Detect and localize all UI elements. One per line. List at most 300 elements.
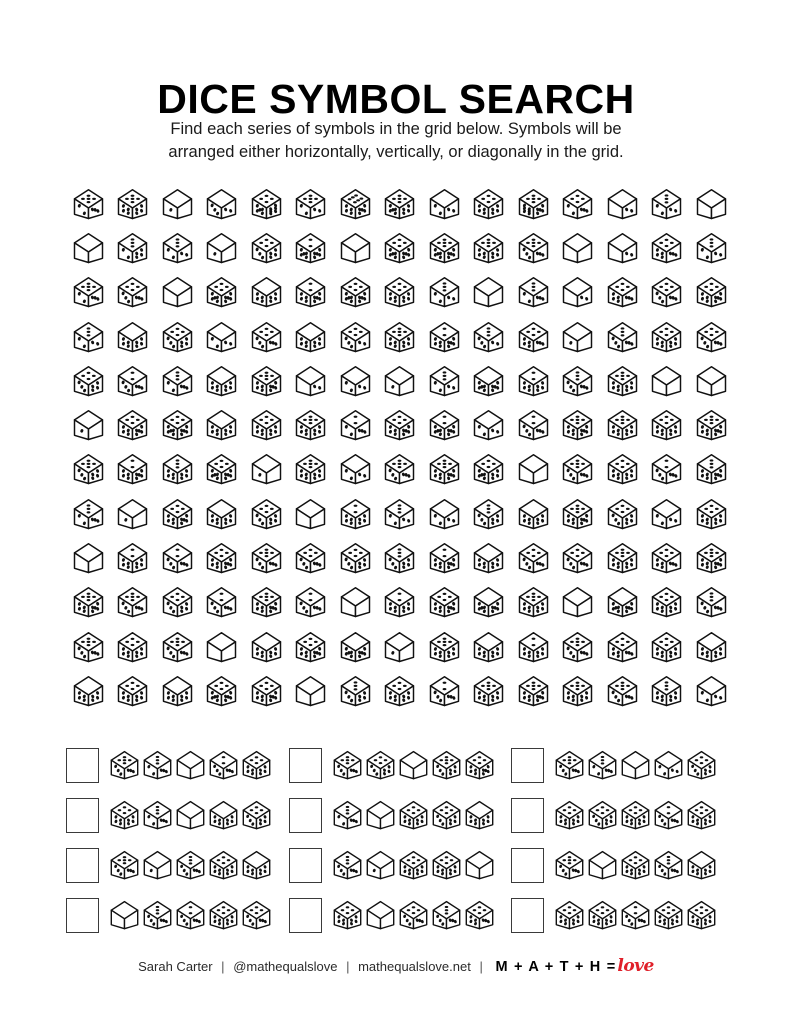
die-top-pip [175,375,179,377]
grid-die-cell[interactable] [333,536,378,580]
grid-die-cell[interactable] [200,271,245,315]
die-top-pip [125,596,129,598]
grid-die-cell[interactable] [289,536,334,580]
grid-die-cell[interactable] [111,492,156,536]
grid-die-cell[interactable] [645,182,690,226]
die-top-pip [309,643,313,645]
grid-die-cell[interactable] [378,315,423,359]
grid-die-cell[interactable] [200,359,245,403]
grid-die-cell[interactable] [333,226,378,270]
grid-die-cell[interactable] [422,182,467,226]
die-top-pip [131,549,135,551]
die-top-pip [86,637,90,639]
clue-dice-sequence [108,848,273,883]
grid-die-cell[interactable] [556,403,601,447]
die-top-pip [81,463,85,465]
grid-die-cell[interactable] [422,226,467,270]
grid-die-cell[interactable] [200,403,245,447]
clue-checkbox[interactable] [289,848,322,883]
grid-die-cell[interactable] [378,492,423,536]
die-top-pip [175,327,179,329]
die-top-pip [136,685,140,687]
footer-website[interactable]: mathequalslove.net [358,959,471,974]
grid-die-cell[interactable] [556,492,601,536]
die-top-pip [309,637,313,639]
grid-die-cell[interactable] [600,315,645,359]
grid-die-cell[interactable] [289,182,334,226]
die-top-pip [442,463,446,465]
die-top-pip [660,242,664,244]
grid-die-cell[interactable] [556,448,601,492]
clue-checkbox[interactable] [289,748,322,783]
grid-die-cell[interactable] [511,315,556,359]
grid-die-cell[interactable] [422,536,467,580]
grid-die-cell[interactable] [333,359,378,403]
die-top-pip [309,245,313,247]
die-top-pip [705,809,709,811]
grid-die-cell[interactable] [467,226,512,270]
die-top-pip [665,333,669,335]
grid-die-cell[interactable] [66,182,111,226]
grid-die-cell[interactable] [66,403,111,447]
grid-die-cell[interactable] [422,359,467,403]
die-top-pip [667,862,671,864]
grid-die-cell[interactable] [289,625,334,669]
die-top-pip [492,197,496,199]
grid-die-cell[interactable] [244,226,289,270]
grid-die-cell[interactable] [600,182,645,226]
clue-checkbox[interactable] [66,848,99,883]
die-top-pip [398,552,402,554]
grid-die-cell[interactable] [556,359,601,403]
grid-die-cell[interactable] [600,581,645,625]
grid-die-cell[interactable] [378,581,423,625]
clue-die [463,748,496,783]
die-top-pip [92,596,96,598]
clue-checkbox[interactable] [66,748,99,783]
die-top-pip [570,419,574,421]
grid-die-cell[interactable] [244,581,289,625]
die-top-pip [398,289,402,291]
grid-die-cell[interactable] [689,448,734,492]
grid-die-cell[interactable] [556,625,601,669]
grid-die-cell[interactable] [645,226,690,270]
grid-die-cell[interactable] [66,226,111,270]
die-top-pip [131,283,135,285]
grid-die-cell[interactable] [689,536,734,580]
clue-checkbox[interactable] [511,898,544,933]
grid-die-cell[interactable] [111,625,156,669]
die-top-pip [570,463,574,465]
grid-die-cell[interactable] [556,315,601,359]
die-top-pip [353,289,357,291]
grid-die-cell[interactable] [289,271,334,315]
grid-die-cell[interactable] [244,448,289,492]
die-top-pip [537,330,541,332]
die-top-pip [442,466,446,468]
grid-die-cell[interactable] [378,182,423,226]
grid-die-cell[interactable] [155,669,200,713]
grid-die-cell[interactable] [689,271,734,315]
grid-die-cell[interactable] [378,536,423,580]
die-top-pip [620,643,624,645]
grid-die-cell[interactable] [289,359,334,403]
die-top-pip [444,909,448,911]
grid-die-cell[interactable] [289,403,334,447]
grid-die-cell[interactable] [645,315,690,359]
grid-die-cell[interactable] [155,271,200,315]
grid-die-cell[interactable] [111,669,156,713]
grid-die-cell[interactable] [422,403,467,447]
grid-die-cell[interactable] [155,581,200,625]
grid-die-cell[interactable] [467,536,512,580]
die-top-pip [345,855,349,857]
die-top-pip [314,640,318,642]
grid-die-cell[interactable] [200,669,245,713]
grid-die-cell[interactable] [645,359,690,403]
die-top-pip [576,681,580,683]
grid-die-cell[interactable] [289,315,334,359]
clue-die [174,848,207,883]
die-top-pip [351,759,355,761]
grid-die-cell[interactable] [244,492,289,536]
grid-die-cell[interactable] [111,581,156,625]
die-top-pip [568,862,572,864]
clue-row [511,790,734,840]
grid-die-cell[interactable] [689,403,734,447]
die-top-pip [264,688,268,690]
clue-checkbox[interactable] [511,848,544,883]
grid-die-cell[interactable] [289,226,334,270]
grid-die-cell[interactable] [66,492,111,536]
grid-die-cell[interactable] [111,226,156,270]
grid-die-cell[interactable] [200,581,245,625]
grid-die-cell[interactable] [333,271,378,315]
die-top-pip [398,194,402,196]
die-top-pip [620,511,624,513]
grid-die-cell[interactable] [155,403,200,447]
grid-die-cell[interactable] [689,226,734,270]
die-top-pip [181,640,185,642]
die-top-pip [709,511,713,513]
grid-die-cell[interactable] [689,625,734,669]
grid-die-cell[interactable] [511,669,556,713]
grid-die-cell[interactable] [111,536,156,580]
grid-die-cell[interactable] [556,226,601,270]
die-top-pip [259,330,263,332]
grid-die-cell[interactable] [244,536,289,580]
die-top-pip [620,334,624,336]
die-top-pip [704,330,708,332]
grid-die-cell[interactable] [600,669,645,713]
clue-die [619,848,652,883]
grid-die-cell[interactable] [645,403,690,447]
die-top-pip [715,330,719,332]
grid-die-cell[interactable] [422,625,467,669]
grid-die-cell[interactable] [244,359,289,403]
grid-die-cell[interactable] [689,182,734,226]
grid-die-cell[interactable] [244,403,289,447]
grid-die-cell[interactable] [289,492,334,536]
grid-die-cell[interactable] [422,669,467,713]
grid-die-cell[interactable] [600,403,645,447]
clue-checkbox[interactable] [289,798,322,833]
grid-die-cell[interactable] [66,625,111,669]
grid-die-cell[interactable] [111,403,156,447]
die-top-pip [487,327,491,329]
grid-die-cell[interactable] [378,226,423,270]
grid-die-cell[interactable] [689,581,734,625]
die-top-pip [131,596,135,598]
grid-die-cell[interactable] [333,581,378,625]
die-top-pip [620,681,624,683]
die-top-pip [398,416,402,418]
grid-die-cell[interactable] [645,536,690,580]
clue-checkbox[interactable] [289,898,322,933]
die-top-pip [398,682,402,684]
grid-die-cell[interactable] [511,448,556,492]
grid-die-cell[interactable] [155,625,200,669]
die-top-pip [531,637,535,639]
grid-die-cell[interactable] [556,182,601,226]
grid-die-cell[interactable] [378,271,423,315]
grid-die-cell[interactable] [378,359,423,403]
grid-die-cell[interactable] [645,271,690,315]
grid-die-cell[interactable] [333,625,378,669]
grid-die-cell[interactable] [467,359,512,403]
grid-die-cell[interactable] [467,315,512,359]
grid-die-cell[interactable] [333,315,378,359]
die-top-pip [537,197,541,199]
grid-die-cell[interactable] [645,669,690,713]
die-top-pip [581,685,585,687]
grid-die-cell[interactable] [422,271,467,315]
grid-die-cell[interactable] [333,448,378,492]
grid-die-cell[interactable] [467,448,512,492]
grid-die-cell[interactable] [155,536,200,580]
grid-die-cell[interactable] [289,581,334,625]
clue-checkbox[interactable] [511,798,544,833]
grid-die-cell[interactable] [511,359,556,403]
die-top-pip [86,504,90,506]
clue-checkbox[interactable] [66,798,99,833]
grid-die-cell[interactable] [645,625,690,669]
die-top-pip [86,640,90,642]
grid-die-cell[interactable] [200,492,245,536]
grid-die-cell[interactable] [333,492,378,536]
clue-die [240,898,273,933]
grid-die-cell[interactable] [600,448,645,492]
grid-die-cell[interactable] [467,625,512,669]
clue-row [289,790,512,840]
grid-die-cell[interactable] [422,448,467,492]
grid-die-cell[interactable] [556,271,601,315]
grid-die-cell[interactable] [155,492,200,536]
grid-die-cell[interactable] [556,536,601,580]
grid-die-cell[interactable] [645,492,690,536]
grid-die-cell[interactable] [467,403,512,447]
die-top-pip [255,762,259,764]
die-top-pip [314,419,318,421]
clue-die [141,798,174,833]
grid-die-cell[interactable] [200,625,245,669]
die-top-pip [92,286,96,288]
grid-die-cell[interactable] [645,448,690,492]
die-top-pip [660,552,664,554]
die-top-pip [403,286,407,288]
die-top-pip [250,909,254,911]
grid-die-cell[interactable] [244,625,289,669]
die-top-pip [220,682,224,684]
grid-die-cell[interactable] [689,492,734,536]
grid-die-cell[interactable] [378,403,423,447]
grid-die-cell[interactable] [689,359,734,403]
die-top-pip [715,552,719,554]
grid-die-cell[interactable] [66,581,111,625]
die-top-pip [576,463,580,465]
grid-die-cell[interactable] [467,669,512,713]
clue-die [364,898,397,933]
clue-checkbox[interactable] [66,898,99,933]
clue-checkbox[interactable] [511,748,544,783]
grid-die-cell[interactable] [111,448,156,492]
die-top-pip [264,593,268,595]
die-top-pip [264,555,268,557]
grid-die-cell[interactable] [600,625,645,669]
grid-die-cell[interactable] [467,492,512,536]
die-top-pip [444,756,448,758]
die-top-pip [581,197,585,199]
grid-die-cell[interactable] [66,271,111,315]
grid-die-cell[interactable] [111,359,156,403]
grid-die-cell[interactable] [289,669,334,713]
grid-die-cell[interactable] [111,182,156,226]
grid-die-cell[interactable] [556,669,601,713]
die-top-pip [86,596,90,598]
die-top-pip [398,460,402,462]
clue-row [289,840,512,890]
grid-die-cell[interactable] [600,492,645,536]
clue-row [66,790,289,840]
grid-die-cell[interactable] [645,581,690,625]
grid-die-cell[interactable] [467,271,512,315]
grid-die-cell[interactable] [333,403,378,447]
die-top-pip [570,685,574,687]
die-top-pip [123,762,127,764]
grid-die-cell[interactable] [155,226,200,270]
grid-die-cell[interactable] [511,581,556,625]
grid-die-cell[interactable] [111,271,156,315]
grid-die-cell[interactable] [244,271,289,315]
grid-die-cell[interactable] [289,448,334,492]
grid-die-cell[interactable] [600,359,645,403]
die-top-pip [398,504,402,506]
grid-die-cell[interactable] [511,226,556,270]
die-top-pip [709,238,713,240]
grid-die-cell[interactable] [467,581,512,625]
grid-die-cell[interactable] [689,669,734,713]
grid-die-cell[interactable] [378,625,423,669]
grid-die-cell[interactable] [333,182,378,226]
grid-die-cell[interactable] [200,182,245,226]
die-top-pip [270,375,274,377]
grid-die-cell[interactable] [422,315,467,359]
grid-die-cell[interactable] [200,448,245,492]
grid-die-cell[interactable] [511,492,556,536]
grid-die-cell[interactable] [200,315,245,359]
grid-die-cell[interactable] [66,359,111,403]
die-top-pip [350,909,354,911]
grid-die-cell[interactable] [378,669,423,713]
grid-die-cell[interactable] [333,669,378,713]
die-top-pip [709,327,713,329]
grid-die-cell[interactable] [600,536,645,580]
grid-die-cell[interactable] [66,448,111,492]
grid-die-cell[interactable] [378,448,423,492]
grid-die-cell[interactable] [155,359,200,403]
grid-die-cell[interactable] [511,271,556,315]
clue-die [430,798,463,833]
grid-die-cell[interactable] [244,315,289,359]
grid-die-cell[interactable] [66,536,111,580]
grid-die-cell[interactable] [155,315,200,359]
die-top-pip [695,909,699,911]
die-top-pip [615,507,619,509]
grid-die-cell[interactable] [467,182,512,226]
die-top-pip [215,286,219,288]
die-top-pip [250,809,254,811]
die-top-pip [222,756,226,758]
grid-die-cell[interactable] [511,403,556,447]
clue-dice-sequence [108,748,273,783]
die-top-pip [81,286,85,288]
die-top-pip [487,507,491,509]
die-top-pip [123,862,127,864]
grid-die-cell[interactable] [689,315,734,359]
die-top-pip [667,855,671,857]
die-top-pip [568,756,572,758]
grid-die-cell[interactable] [200,536,245,580]
grid-die-cell[interactable] [422,492,467,536]
grid-die-cell[interactable] [66,669,111,713]
grid-die-cell[interactable] [422,581,467,625]
die-top-pip [175,467,179,469]
grid-die-cell[interactable] [111,315,156,359]
grid-die-cell[interactable] [511,625,556,669]
die-top-pip [615,286,619,288]
grid-die-cell[interactable] [66,315,111,359]
die-top-pip [220,593,224,595]
grid-die-cell[interactable] [200,226,245,270]
grid-die-cell[interactable] [511,182,556,226]
grid-die-cell[interactable] [155,448,200,492]
die-top-pip [392,330,396,332]
grid-die-cell[interactable] [244,182,289,226]
die-top-pip [264,378,268,380]
clue-row [66,740,289,790]
die-top-pip [86,644,90,646]
die-top-pip [660,330,664,332]
die-top-pip [126,640,130,642]
die-top-pip [531,599,535,601]
grid-die-cell[interactable] [511,536,556,580]
grid-die-cell[interactable] [244,669,289,713]
grid-die-cell[interactable] [155,182,200,226]
grid-die-cell[interactable] [600,226,645,270]
grid-die-cell[interactable] [600,271,645,315]
die-top-pip [264,504,268,506]
grid-die-cell[interactable] [556,581,601,625]
